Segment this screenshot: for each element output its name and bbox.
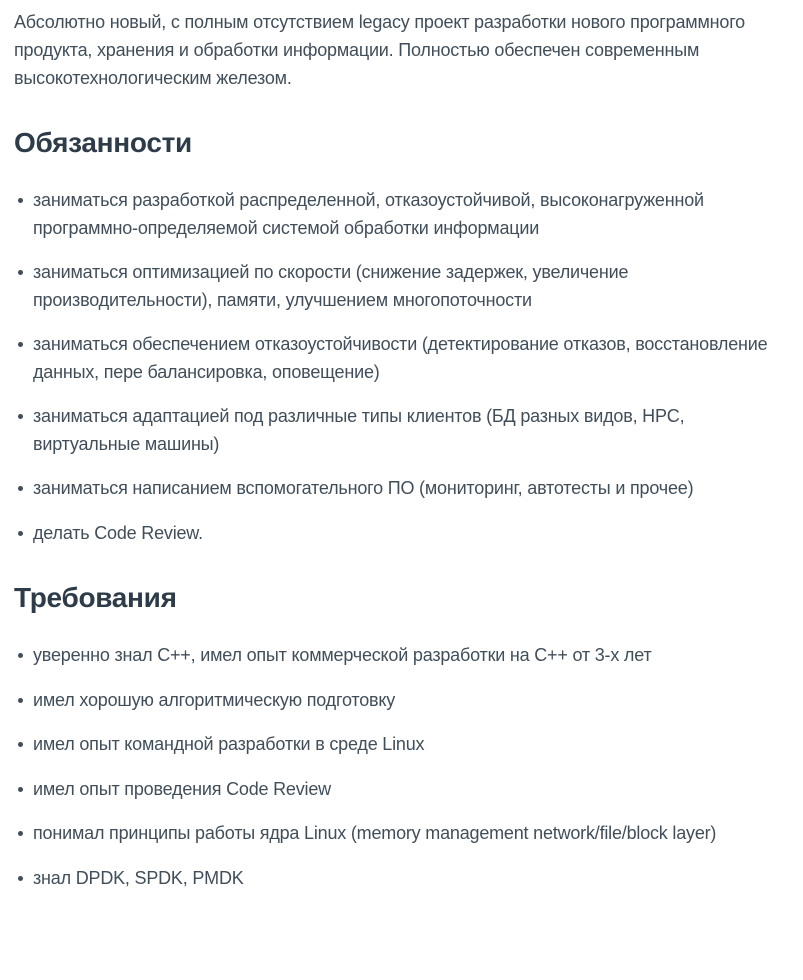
list-item: заниматься оптимизацией по скорости (снижение задержек, увеличение производительности), памяти, улучшением многопоточности (14, 259, 789, 314)
list-item: имел хорошую алгоритмическую подготовку (14, 687, 789, 715)
list-item: делать Code Review. (14, 520, 789, 548)
list-item: понимал принципы работы ядра Linux (memory management network/file/block layer) (14, 820, 789, 848)
list-item: заниматься разработкой распределенной, отказоустойчивой, высоконагруженной программно-определяемой системой обработки информации (14, 187, 789, 242)
list-item: имел опыт проведения Code Review (14, 776, 789, 804)
list-item: уверенно знал C++, имел опыт коммерческой разработки на C++ от 3-х лет (14, 642, 789, 670)
list-item: заниматься обеспечением отказоустойчивости (детектирование отказов, восстановление данных, пере балансировка, оповещение) (14, 331, 789, 386)
requirements-list (14, 642, 789, 892)
list-item: имел опыт командной разработки в среде Linux (14, 731, 789, 759)
responsibilities-list (14, 187, 789, 547)
intro-paragraph: Абсолютно новый, с полным отсутствием legacy проект разработки нового программного продукта, хранения и обработки информации. Полностью обеспечен современным высокотехнологическим железом. (14, 12, 745, 88)
section-title-requirements: Требования (14, 582, 177, 613)
list-item: заниматься написанием вспомогательного ПО (мониторинг, автотесты и прочее) (14, 475, 789, 503)
list-item: знал DPDK, SPDK, PMDK (14, 865, 789, 893)
section-title-responsibilities: Обязанности (14, 127, 192, 158)
list-item: заниматься адаптацией под различные типы клиентов (БД разных видов, HPC, виртуальные машины) (14, 403, 789, 458)
